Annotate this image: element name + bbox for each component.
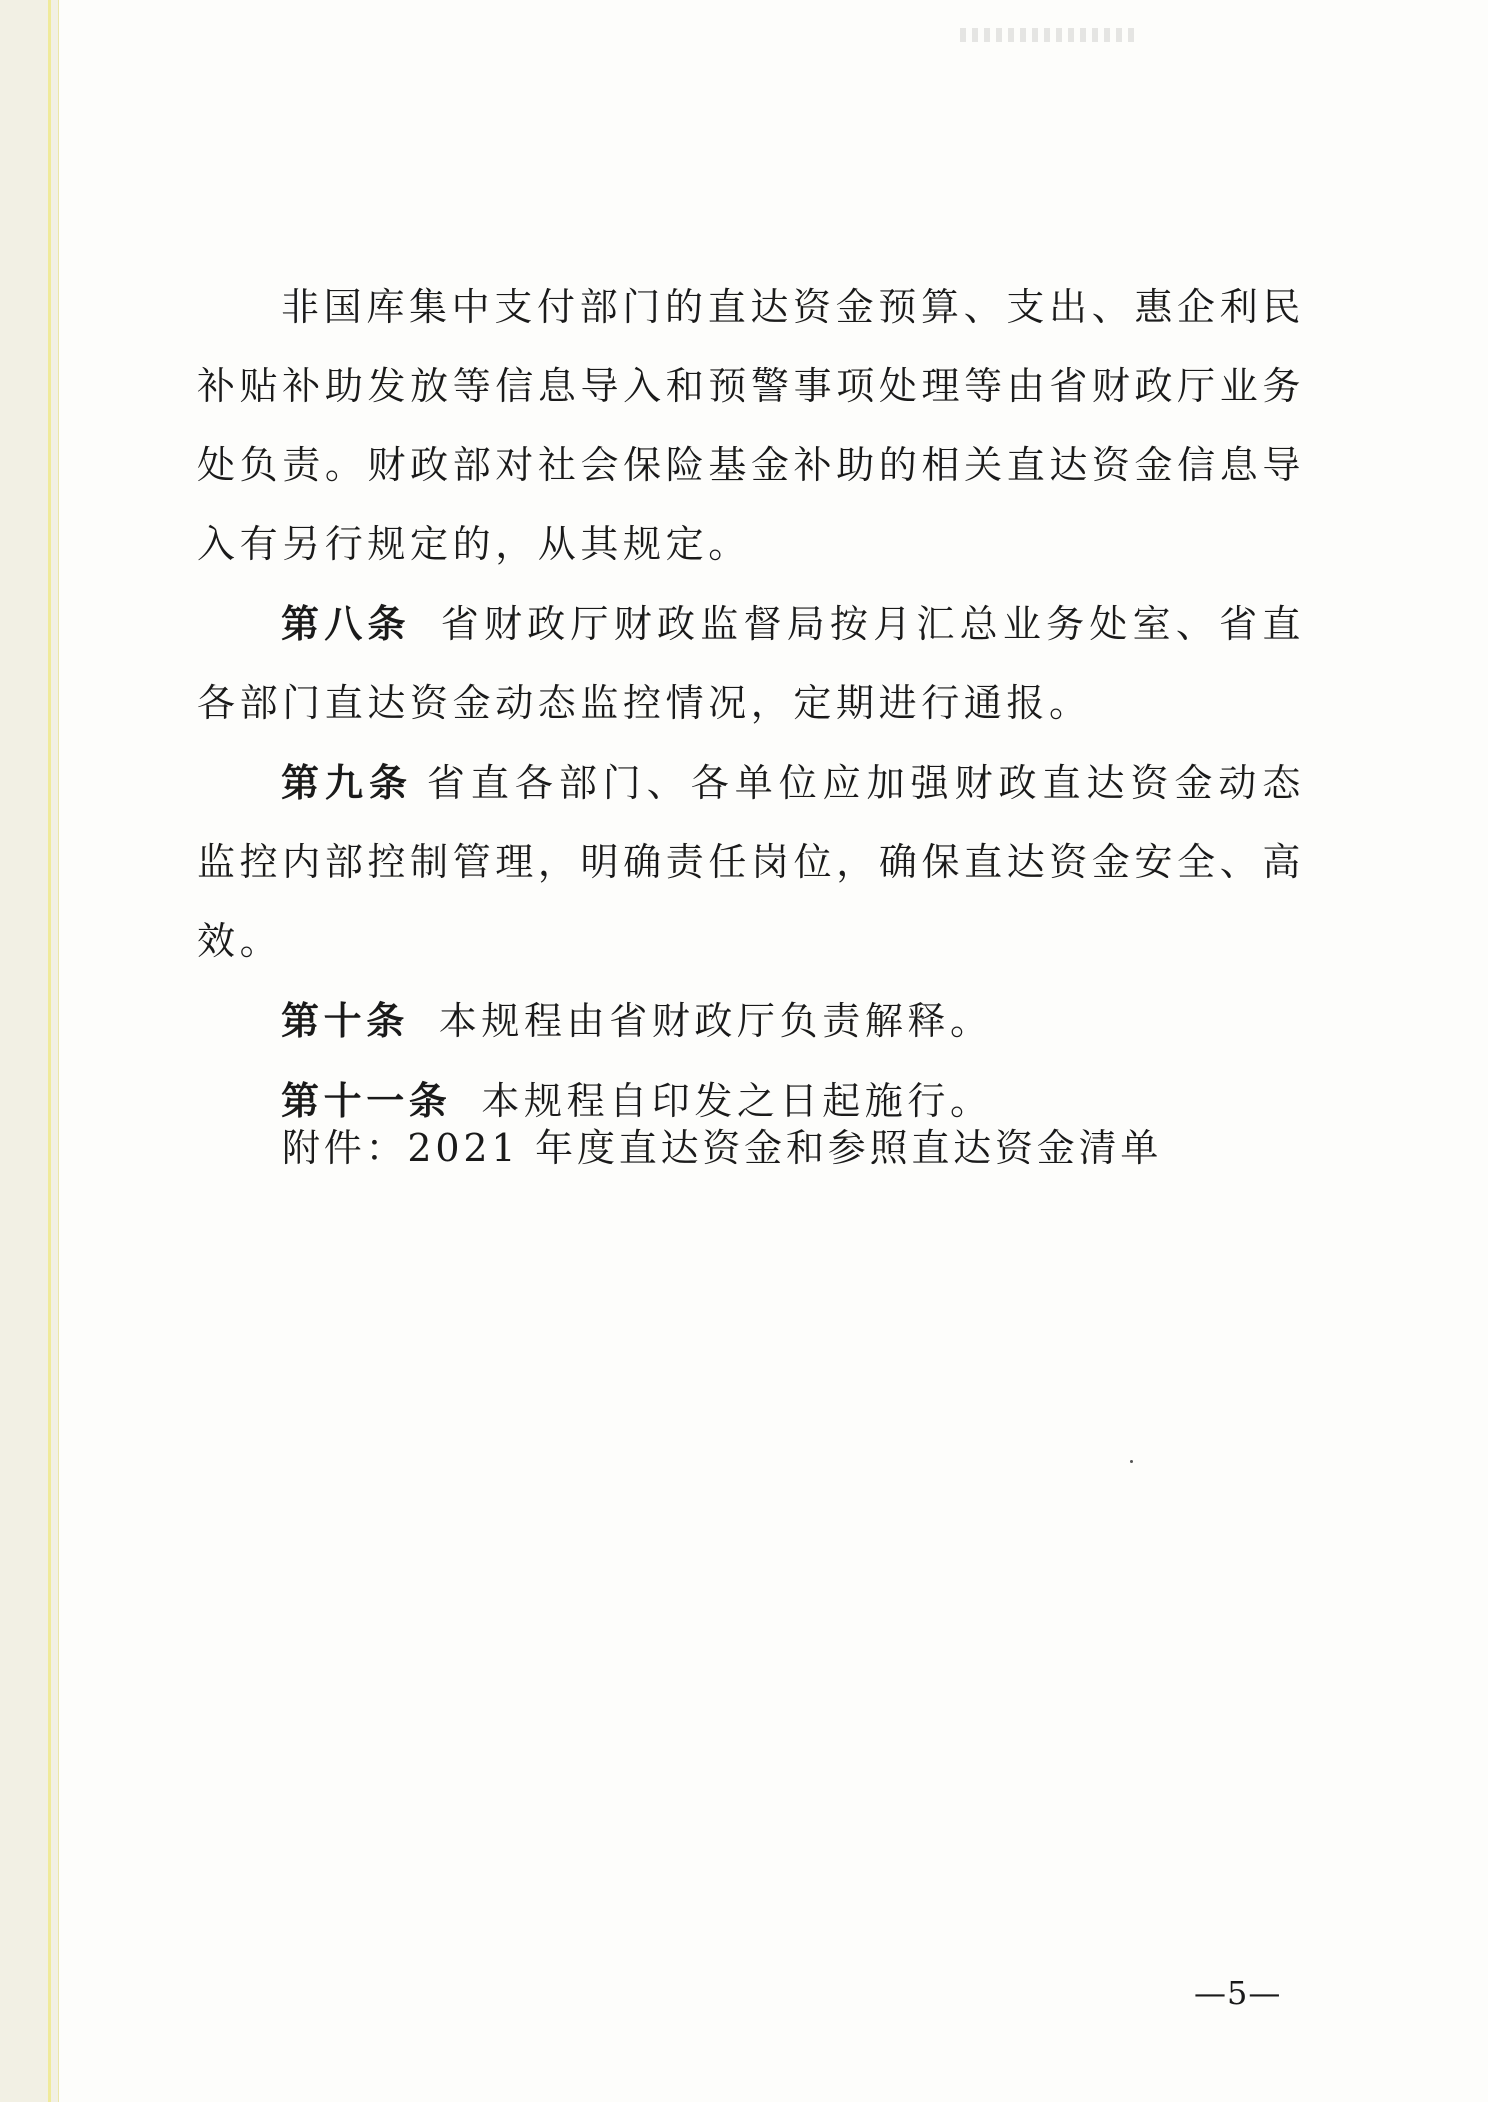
article-8: [197, 584, 1305, 743]
bleed-through-mark: [960, 28, 1140, 42]
page-number: —5—: [1194, 1974, 1282, 2012]
article-text: 本规程由省财政厅负责解释。: [438, 999, 993, 1043]
article-number: 第十条: [281, 998, 409, 1043]
article-text: 省财政厅财政监督局按月汇总业务处室、省直各部门直达资金动态监控情况，定期进行通报。: [197, 602, 1305, 725]
article-number: 第九条: [281, 760, 413, 805]
attachment-note: 附件：2021 年度直达资金和参照直达资金清单: [282, 1126, 1163, 1170]
article-10: [197, 981, 1305, 1061]
scan-speck: [1130, 1460, 1133, 1463]
paragraph-text: 非国库集中支付部门的直达资金预算、支出、惠企利民补贴补助发放等信息导入和预警事项处理等由省财政厅业务处负责。财政部对社会保险基金补助的相关直达资金信息导入有另行规定的，从其规定。: [197, 285, 1305, 566]
article-number: 第十一条: [281, 1078, 452, 1123]
paragraph-continuation: [197, 268, 1305, 584]
article-text: 本规程自印发之日起施行。: [481, 1079, 993, 1123]
binding-line: [48, 0, 51, 2102]
article-text: 省直各部门、各单位应加强财政直达资金动态监控内部控制管理，明确责任岗位，确保直达资金安全、高效。: [197, 761, 1305, 963]
document-body: [197, 268, 1305, 1141]
article-9: [197, 743, 1305, 981]
article-number: 第八条: [281, 601, 411, 646]
